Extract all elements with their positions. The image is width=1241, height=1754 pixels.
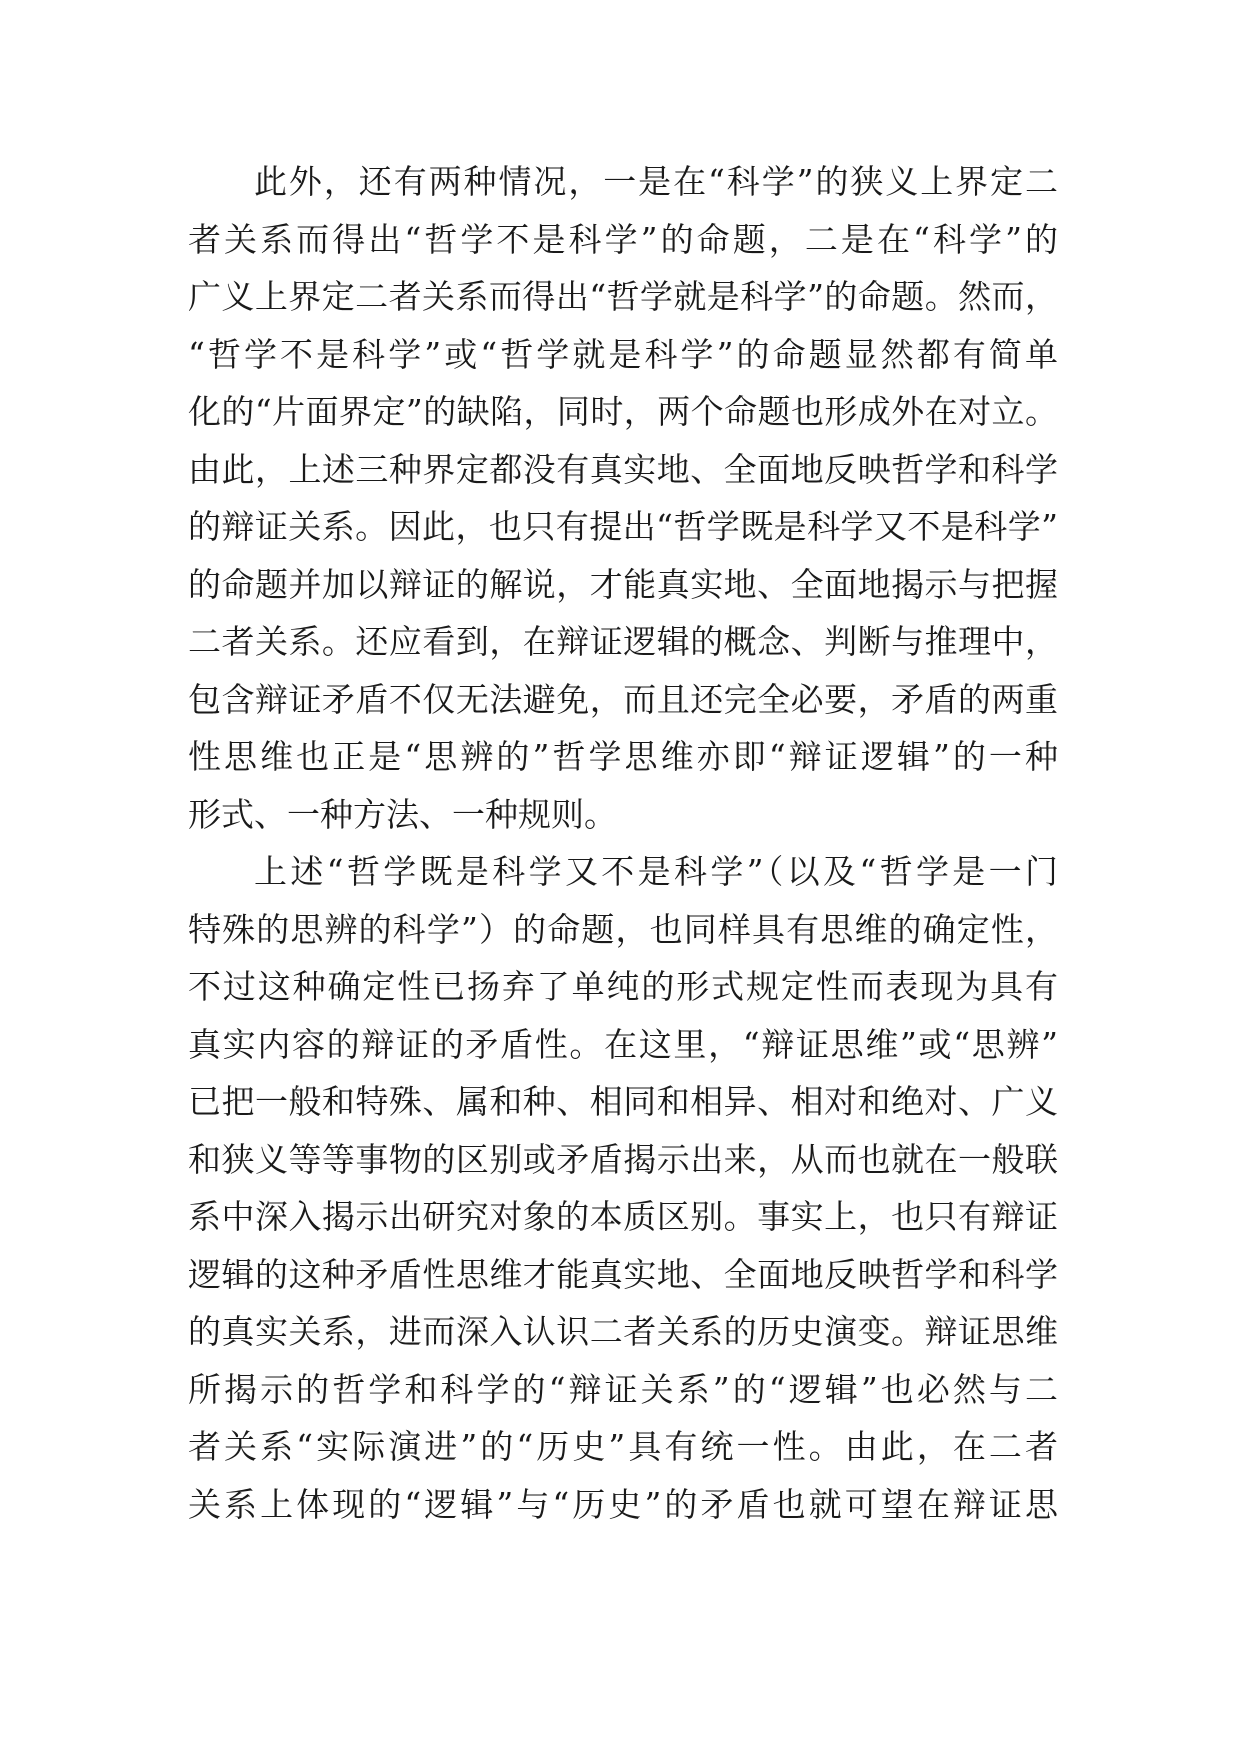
text-line: 的辩证关系。因此，也只有提出“哲学既是科学又不是科学” (188, 507, 1058, 546)
text-line: 逻辑的这种矛盾性思维才能真实地、全面地反映哲学和科学 (188, 1254, 1058, 1294)
text-line: 者关系“实际演进”的“历史”具有统一性。由此，在二者 (188, 1427, 1058, 1466)
text-line: 上述“哲学既是科学又不是科学”（以及“哲学是一门 (254, 852, 1058, 891)
text-line: 者关系而得出“哲学不是科学”的命题，二是在“科学”的 (188, 219, 1058, 259)
text-line: 真实内容的辩证的矛盾性。在这里，“辩证思维”或“思辨” (188, 1024, 1058, 1064)
text-line: 所揭示的哲学和科学的“辩证关系”的“逻辑”也必然与二 (188, 1369, 1058, 1409)
text-line: 系中深入揭示出研究对象的本质区别。事实上，也只有辩证 (188, 1197, 1058, 1236)
text-line: 形式、一种方法、一种规则。 (188, 794, 617, 834)
text-line: 不过这种确定性已扬弃了单纯的形式规定性而表现为具有 (188, 967, 1058, 1006)
text-line: 广义上界定二者关系而得出“哲学就是科学”的命题。然而， (188, 277, 1058, 316)
text-line: 性思维也正是“思辨的”哲学思维亦即“辩证逻辑”的一种 (188, 737, 1058, 776)
text-line: 的命题并加以辩证的解说，才能真实地、全面地揭示与把握 (188, 564, 1058, 604)
text-line: 二者关系。还应看到，在辩证逻辑的概念、判断与推理中， (188, 622, 1058, 661)
text-line: 包含辩证矛盾不仅无法避免，而且还完全必要，矛盾的两重 (188, 679, 1058, 719)
paragraph-1 (188, 153, 1058, 843)
text-line: 关系上体现的“逻辑”与“历史”的矛盾也就可望在辩证思 (188, 1484, 1058, 1524)
text-line: 和狭义等等事物的区别或矛盾揭示出来，从而也就在一般联 (188, 1139, 1058, 1179)
text-line: 已把一般和特殊、属和种、相同和相异、相对和绝对、广义 (188, 1082, 1058, 1121)
text-line: 此外，还有两种情况，一是在“科学”的狭义上界定二 (254, 162, 1058, 201)
body-text (188, 153, 1058, 1533)
text-line: 的真实关系，进而深入认识二者关系的历史演变。辩证思维 (188, 1312, 1058, 1351)
text-line: 化的“片面界定”的缺陷，同时，两个命题也形成外在对立。 (188, 392, 1058, 431)
text-line: 由此，上述三种界定都没有真实地、全面地反映哲学和科学 (188, 449, 1058, 489)
paragraph-2 (188, 843, 1058, 1533)
text-line: “哲学不是科学”或“哲学就是科学”的命题显然都有简单 (188, 334, 1058, 374)
text-line: 特殊的思辨的科学”）的命题，也同样具有思维的确定性， (188, 909, 1058, 949)
